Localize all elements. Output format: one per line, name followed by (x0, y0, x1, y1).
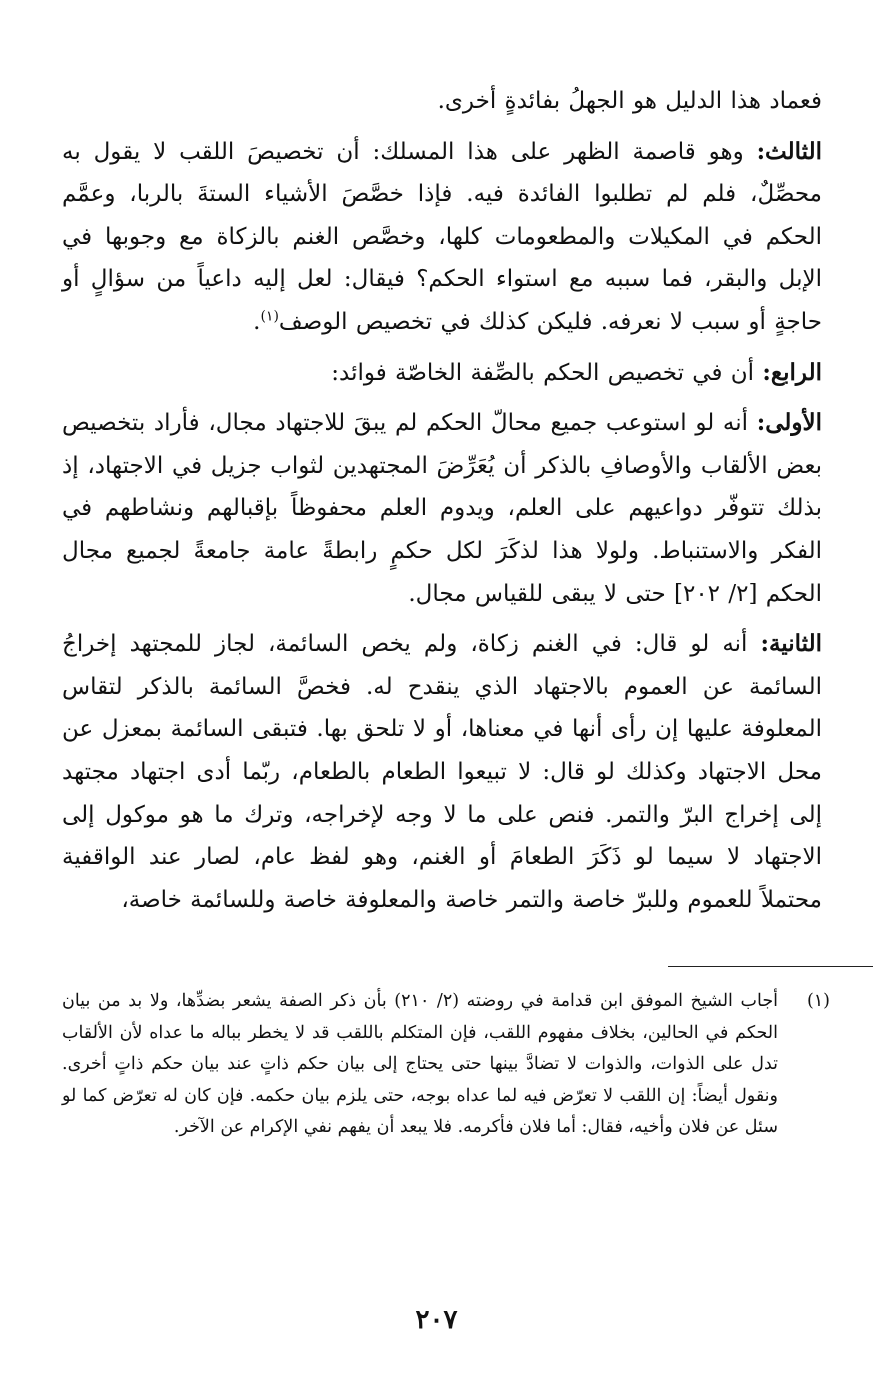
paragraph-2-text: وهو قاصمة الظهر على هذا المسلك: أن تخصيصَ اللقب لا يقول به محصِّلٌ، فلم لم تطلبوا الفائدة فيه. فإذا خصَّصَ الأشياء الستةَ بالربا، وعمَّم الحكم في المكيلات والمطعومات كلها، وخصَّص الغنم بالزكاة مع وجوبها في الإبل والبقر، فما سببه مع استواء الحكم؟ فيقال: لعل إليه داعياً من سؤالٍ أو حاجةٍ أو سبب لا نعرفه. فليكن كذلك في تخصيص الوصف (62, 138, 822, 335)
footnote-text: أجاب الشيخ الموفق ابن قدامة في روضته (٢/ ٢١٠) بأن ذكر الصفة يشعر بضدِّها، ولا بد من بيان الحكم في الحالين، بخلاف مفهوم اللقب، فإن المتكلم باللقب قد لا يخطر بباله ما عداه لأن الألقاب تدل على الذوات، والذوات لا تضادَّ بينها حتى يحتاج إلى بيان حكم ذاتٍ عند بيان حكم ذاتٍ أخرى. ونقول أيضاً: إن اللقب لا تعرّض فيه لما عداه بوجه، حتى يلزم بيان حكمه. فإن كان له تعرّض كما لو سئل عن فلان وأخيه، فقال: أما فلان فأكرمه. فلا يبعد أن يفهم نفي الإكرام عن الآخر. (62, 991, 778, 1137)
footnote (62, 986, 830, 1144)
paragraph-3-lead: الرابع: (762, 358, 822, 386)
paragraph-1 (62, 80, 822, 123)
paragraph-3 (62, 352, 822, 395)
page-number: ٢٠٧ (415, 1305, 458, 1335)
main-text (62, 80, 822, 921)
paragraph-5-text: أنه لو قال: في الغنم زكاة، ولم يخص السائمة، لجاز للمجتهد إخراجُ السائمة عن العموم بالاجتهاد الذي ينقدح له. فخصَّ السائمة بالذكر لتقاس المعلوفة عليها إن رأى أنها في معناها، أو لا تلحق بها. فتبقى السائمة بمعزل عن محل الاجتهاد وكذلك لو قال: لا تبيعوا الطعام بالطعام، ربّما أدى اجتهاد مجتهد إلى إخراج البرّ والتمر. فنص على ما لا وجه لإخراجه، وترك ما هو موكول إلى الاجتهاد لا سيما لو ذَكَرَ الطعامَ أو الغنم، وهو لفظ عام، لصار عند الواقفية محتملاً للعموم وللبرّ خاصة والتمر خاصة والمعلوفة خاصة وللسائمة خاصة، (62, 631, 822, 913)
paragraph-2 (62, 131, 822, 344)
footnote-number: (١) (806, 991, 830, 1011)
paragraph-2-lead: الثالث: (756, 137, 822, 165)
paragraph-3-text: أن في تخصيص الحكم بالصِّفة الخاصّة فوائد: (331, 359, 763, 386)
footnote-reference[interactable]: (١) (260, 308, 279, 325)
paragraph-4 (62, 402, 822, 615)
paragraph-5 (62, 623, 822, 921)
paragraph-4-text: أنه لو استوعب جميع محالّ الحكم لم يبقَ للاجتهاد مجال، فأراد بتخصيص بعض الألقاب والأوصافِ بالذكر أن يُعَرِّضَ المجتهدين لثواب جزيل في الاجتهاد، إذ بذلك تتوفّر دواعيهم على العلم، ويدوم العلم محفوظاً بإقبالهم ونشاطهم في الفكر والاستنباط. ولولا هذا لذكَرَ لكل حكمٍ رابطةً عامة جامعةً لجميع مجال الحكم [٢/ ٢٠٢] حتى لا يبقى للقياس مجال. (62, 410, 822, 607)
paragraph-1-text: فعماد هذا الدليل هو الجهلُ بفائدةٍ أخرى. (437, 88, 822, 114)
paragraph-4-lead: الأولى: (756, 409, 822, 437)
paragraph-5-lead: الثانية: (760, 630, 822, 658)
footnote-divider (668, 966, 873, 967)
paragraph-2-end: . (253, 308, 261, 335)
